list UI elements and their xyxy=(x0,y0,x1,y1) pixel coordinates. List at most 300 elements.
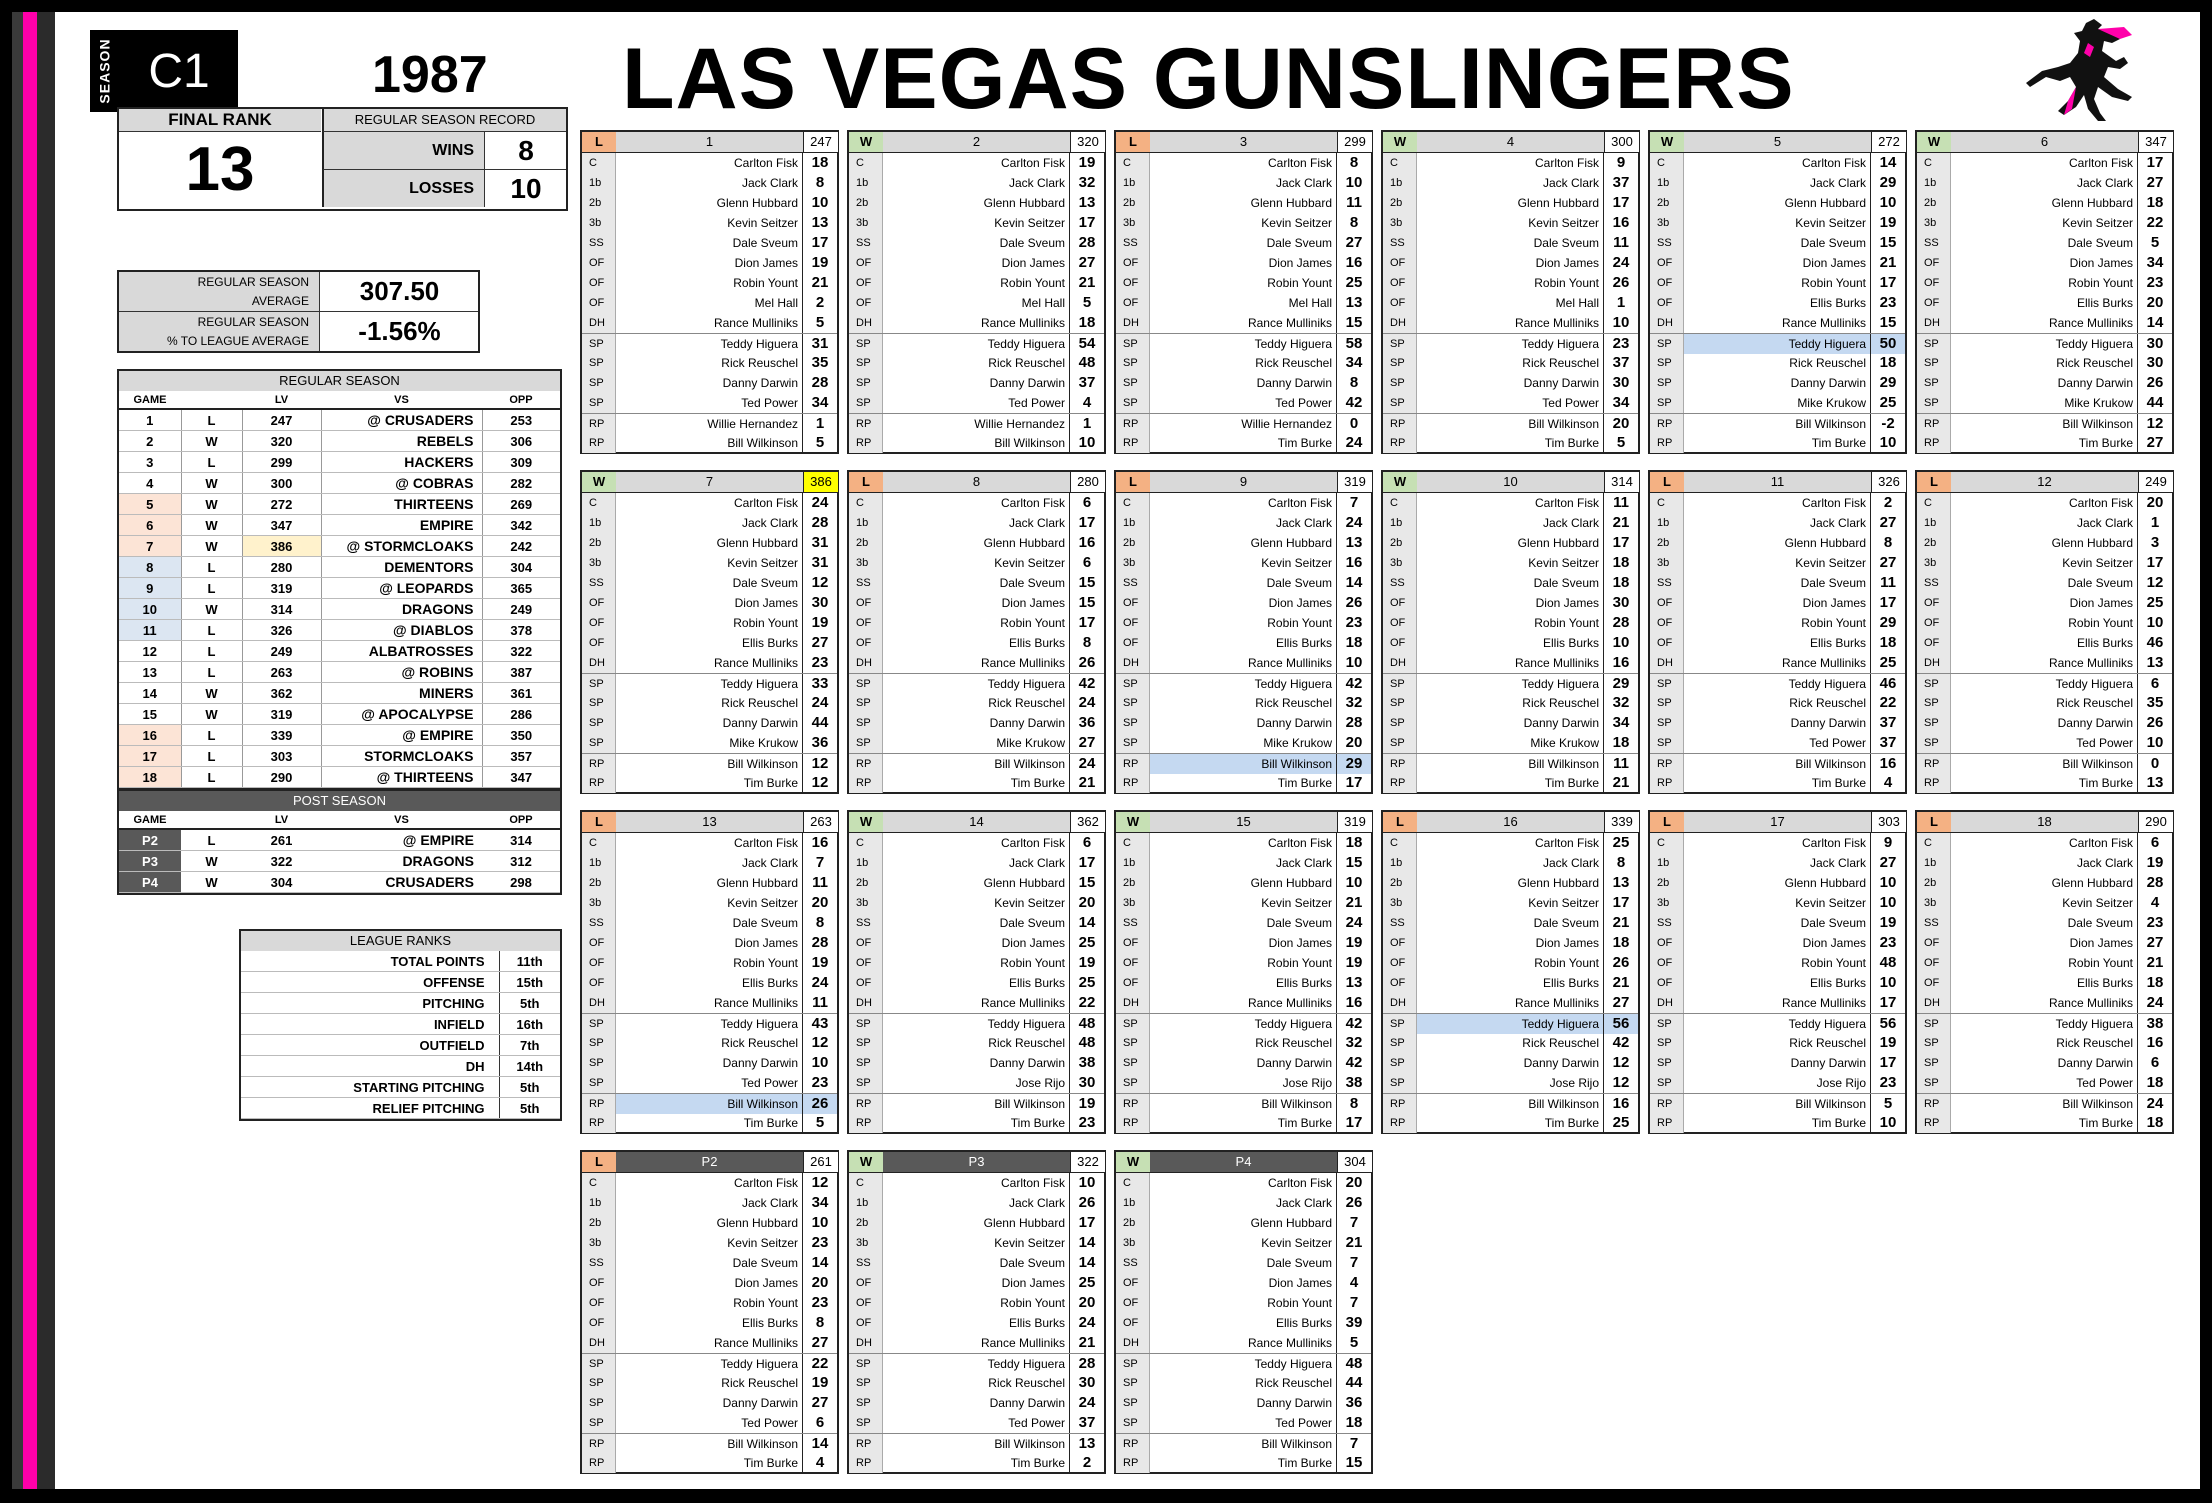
game-card xyxy=(1648,810,1907,1134)
player-points: 13 xyxy=(2146,774,2164,791)
player-position: RP xyxy=(1116,773,1150,793)
player-name: Bill Wilkinson xyxy=(616,1094,803,1114)
player-name: Bill Wilkinson xyxy=(1150,754,1337,774)
player-name: Kevin Seitzer xyxy=(1150,213,1337,233)
losses-value: 10 xyxy=(484,170,567,207)
player-row xyxy=(1917,653,2172,673)
player-row xyxy=(849,693,1104,713)
player-row xyxy=(849,1053,1104,1073)
player-row xyxy=(1917,673,2172,694)
player-row xyxy=(1383,713,1638,733)
player-points: 15 xyxy=(1879,234,1897,251)
player-points: 18 xyxy=(2146,974,2164,991)
player-position: SP xyxy=(1917,1053,1951,1073)
player-name: Dion James xyxy=(1417,253,1604,273)
opponent: THIRTEENS xyxy=(321,494,482,515)
player-row xyxy=(849,433,1104,453)
player-name: Teddy Higuera xyxy=(616,674,803,694)
player-row xyxy=(582,673,837,694)
player-points: 19 xyxy=(1078,1095,1096,1112)
player-position: 2b xyxy=(849,533,883,553)
player-row xyxy=(849,553,1104,573)
player-row xyxy=(582,753,837,774)
player-points: 36 xyxy=(1078,714,1096,731)
game-result-badge: L xyxy=(582,812,616,832)
game-result-badge: W xyxy=(1116,1152,1150,1172)
player-name: Mike Krukow xyxy=(883,733,1070,753)
player-position: OF xyxy=(582,253,616,273)
game-result-badge: L xyxy=(1917,472,1951,492)
player-position: OF xyxy=(1650,273,1684,293)
player-position: SP xyxy=(849,713,883,733)
player-points: 7 xyxy=(1349,1435,1359,1452)
player-name: Rick Reuschel xyxy=(616,353,803,373)
game-card xyxy=(580,470,839,794)
player-position: SP xyxy=(1650,693,1684,713)
final-rank-label: FINAL RANK xyxy=(119,109,321,132)
player-row xyxy=(849,653,1104,673)
player-points: 28 xyxy=(2146,874,2164,891)
player-points: 16 xyxy=(1612,1095,1630,1112)
player-row xyxy=(1650,1013,1905,1034)
player-points: 16 xyxy=(1612,214,1630,231)
lv-score: 299 xyxy=(242,452,321,473)
player-name: Jack Clark xyxy=(616,853,803,873)
player-name: Kevin Seitzer xyxy=(1951,893,2138,913)
table-row xyxy=(119,872,560,893)
player-name: Danny Darwin xyxy=(1417,1053,1604,1073)
game-result: L xyxy=(181,557,242,578)
regular-season-title: REGULAR SEASON xyxy=(119,371,560,391)
player-row xyxy=(1917,913,2172,933)
player-points: 46 xyxy=(2146,634,2164,651)
game-result-badge: L xyxy=(1116,132,1150,152)
player-points: 26 xyxy=(1345,594,1363,611)
player-name: Rick Reuschel xyxy=(1951,693,2138,713)
player-position: RP xyxy=(1383,414,1417,434)
player-name: Bill Wilkinson xyxy=(883,1094,1070,1114)
player-name: Glenn Hubbard xyxy=(1150,873,1337,893)
player-row xyxy=(1116,993,1371,1013)
pct-label-2: % TO LEAGUE AVERAGE xyxy=(166,333,309,348)
player-row xyxy=(1383,753,1638,774)
player-points: 19 xyxy=(2146,854,2164,871)
player-position: SP xyxy=(849,353,883,373)
player-row xyxy=(1383,193,1638,213)
player-name: Tim Burke xyxy=(883,1113,1070,1133)
player-row xyxy=(1116,1253,1371,1273)
player-points: 26 xyxy=(2146,374,2164,391)
player-points: 23 xyxy=(1879,1074,1897,1091)
player-points: 25 xyxy=(1612,1114,1630,1131)
player-name: Teddy Higuera xyxy=(1417,1014,1604,1034)
player-points: 12 xyxy=(2146,415,2164,432)
player-row xyxy=(1917,973,2172,993)
lv-score: 280 xyxy=(242,557,321,578)
player-points: 6 xyxy=(2150,1054,2160,1071)
player-points: 5 xyxy=(1616,434,1626,451)
player-position: RP xyxy=(1116,1434,1150,1454)
opponent: EMPIRE xyxy=(321,515,482,536)
game-score: 362 xyxy=(1070,812,1105,832)
player-row xyxy=(1116,1093,1371,1114)
regular-season-header: GAME LV VS OPP xyxy=(119,391,560,409)
player-row xyxy=(1650,753,1905,774)
game-score: 339 xyxy=(1604,812,1639,832)
player-name: Ted Power xyxy=(616,393,803,413)
player-row xyxy=(1917,1113,2172,1133)
player-position: 3b xyxy=(1650,553,1684,573)
player-name: Tim Burke xyxy=(1150,433,1337,453)
player-row xyxy=(1383,1113,1638,1133)
game-score: 319 xyxy=(1337,812,1372,832)
player-name: Ted Power xyxy=(616,1073,803,1093)
opponent: CRUSADERS xyxy=(321,872,482,893)
player-points: 24 xyxy=(1345,914,1363,931)
player-row xyxy=(1116,1213,1371,1233)
rank-value: 14th xyxy=(499,1056,560,1077)
player-row xyxy=(1383,773,1638,793)
player-points: 6 xyxy=(1082,494,1092,511)
game-card xyxy=(847,810,1106,1134)
player-position: SP xyxy=(1116,1354,1150,1374)
player-name: Robin Yount xyxy=(1417,613,1604,633)
player-points: 42 xyxy=(1345,675,1363,692)
player-row xyxy=(1116,193,1371,213)
player-position: DH xyxy=(849,993,883,1013)
player-name: Dion James xyxy=(1417,933,1604,953)
player-position: SS xyxy=(1116,233,1150,253)
player-name: Carlton Fisk xyxy=(616,1173,803,1193)
player-name: Rance Mulliniks xyxy=(883,313,1070,333)
player-position: OF xyxy=(1917,253,1951,273)
player-name: Rance Mulliniks xyxy=(1951,993,2138,1013)
player-position: DH xyxy=(582,313,616,333)
player-position: C xyxy=(1116,153,1150,173)
player-position: SP xyxy=(1383,693,1417,713)
player-points: 18 xyxy=(1612,574,1630,591)
game-number: 1 xyxy=(705,134,714,149)
player-name: Jack Clark xyxy=(1951,853,2138,873)
player-name: Danny Darwin xyxy=(883,1053,1070,1073)
player-name: Dion James xyxy=(616,1273,803,1293)
player-row xyxy=(1383,1073,1638,1093)
game-score: 300 xyxy=(1604,132,1639,152)
player-row xyxy=(1116,693,1371,713)
player-points: 21 xyxy=(1612,774,1630,791)
player-name: Carlton Fisk xyxy=(883,1173,1070,1193)
table-row xyxy=(119,767,560,788)
player-points: 13 xyxy=(1345,974,1363,991)
player-name: Dion James xyxy=(616,253,803,273)
player-name: Teddy Higuera xyxy=(883,334,1070,354)
player-row xyxy=(1383,173,1638,193)
player-name: Dion James xyxy=(883,253,1070,273)
player-name: Ellis Burks xyxy=(1684,633,1871,653)
player-position: RP xyxy=(582,1434,616,1454)
player-position: SP xyxy=(1383,1073,1417,1093)
player-points: 25 xyxy=(1612,834,1630,851)
game-result-badge: W xyxy=(582,472,616,492)
player-row xyxy=(1650,393,1905,413)
player-name: Jack Clark xyxy=(883,1193,1070,1213)
player-name: Dale Sveum xyxy=(1150,913,1337,933)
player-name: Ted Power xyxy=(1417,393,1604,413)
player-position: RP xyxy=(1917,433,1951,453)
player-row xyxy=(1116,593,1371,613)
player-position: SP xyxy=(582,393,616,413)
player-name: Robin Yount xyxy=(883,1293,1070,1313)
player-row xyxy=(582,1273,837,1293)
player-position: OF xyxy=(1116,933,1150,953)
player-points: 28 xyxy=(811,514,829,531)
player-name: Carlton Fisk xyxy=(1417,153,1604,173)
player-position: SS xyxy=(1917,913,1951,933)
game-number: 18 xyxy=(119,767,181,788)
lv-score: 322 xyxy=(242,851,321,872)
player-row xyxy=(1383,913,1638,933)
player-row xyxy=(1917,313,2172,333)
player-points: 11 xyxy=(1346,194,1362,211)
opponent: @ EMPIRE xyxy=(321,829,482,851)
player-position: SP xyxy=(1116,733,1150,753)
rank-category: DH xyxy=(241,1056,499,1077)
game-score: 347 xyxy=(2138,132,2173,152)
opp-score: 249 xyxy=(482,599,560,620)
rank-category: OFFENSE xyxy=(241,972,499,993)
player-name: Willie Hernandez xyxy=(883,414,1070,434)
game-score: 280 xyxy=(1070,472,1105,492)
player-row xyxy=(1116,373,1371,393)
player-position: SP xyxy=(1650,334,1684,354)
player-name: Rance Mulliniks xyxy=(1684,313,1871,333)
player-name: Carlton Fisk xyxy=(1150,833,1337,853)
player-row xyxy=(582,1213,837,1233)
player-points: 16 xyxy=(1345,254,1363,271)
lv-score: 347 xyxy=(242,515,321,536)
player-row xyxy=(1383,433,1638,453)
game-card xyxy=(1915,810,2174,1134)
player-points: 13 xyxy=(1078,194,1096,211)
game-number: 8 xyxy=(119,557,181,578)
player-name: Mike Krukow xyxy=(1150,733,1337,753)
player-points: 20 xyxy=(1078,1294,1096,1311)
player-row xyxy=(582,713,837,733)
player-position: SP xyxy=(1917,334,1951,354)
player-position: OF xyxy=(1116,273,1150,293)
player-points: 21 xyxy=(1078,1334,1096,1351)
player-position: OF xyxy=(1650,633,1684,653)
player-row xyxy=(1116,753,1371,774)
player-points: 24 xyxy=(1612,254,1630,271)
player-row xyxy=(1917,353,2172,373)
player-points: 23 xyxy=(811,1074,829,1091)
player-position: 3b xyxy=(1116,1233,1150,1253)
player-row xyxy=(1650,173,1905,193)
player-name: Rance Mulliniks xyxy=(616,653,803,673)
player-row xyxy=(849,533,1104,553)
player-position: 1b xyxy=(1383,173,1417,193)
player-name: Teddy Higuera xyxy=(1684,674,1871,694)
lv-score: 304 xyxy=(242,872,321,893)
player-position: SP xyxy=(1116,674,1150,694)
player-row xyxy=(1116,713,1371,733)
lv-score: 362 xyxy=(242,683,321,704)
player-name: Bill Wilkinson xyxy=(1150,1094,1337,1114)
player-position: SP xyxy=(1116,1033,1150,1053)
player-position: SP xyxy=(1383,334,1417,354)
player-row xyxy=(1917,213,2172,233)
player-row xyxy=(1917,1033,2172,1053)
player-row xyxy=(849,1113,1104,1133)
player-row xyxy=(1917,1013,2172,1034)
game-number: 15 xyxy=(119,704,181,725)
player-name: Teddy Higuera xyxy=(883,1014,1070,1034)
player-points: 26 xyxy=(2146,714,2164,731)
player-row xyxy=(1650,273,1905,293)
player-name: Teddy Higuera xyxy=(1951,674,2138,694)
game-number: 9 xyxy=(1239,474,1248,489)
player-row xyxy=(582,1253,837,1273)
player-name: Bill Wilkinson xyxy=(616,1434,803,1454)
player-points: 38 xyxy=(1078,1054,1096,1071)
game-score: 263 xyxy=(803,812,838,832)
player-row xyxy=(1650,873,1905,893)
player-position: 3b xyxy=(1650,213,1684,233)
player-row xyxy=(849,273,1104,293)
player-position: DH xyxy=(1116,313,1150,333)
player-name: Tim Burke xyxy=(616,1113,803,1133)
player-row xyxy=(582,1393,837,1413)
player-points: 28 xyxy=(1078,234,1096,251)
player-position: RP xyxy=(1116,1113,1150,1133)
player-position: SS xyxy=(849,1253,883,1273)
player-row xyxy=(1650,1113,1905,1133)
table-row xyxy=(119,620,560,641)
player-position: SP xyxy=(1116,1373,1150,1393)
player-position: SP xyxy=(849,693,883,713)
player-row xyxy=(582,233,837,253)
player-position: RP xyxy=(1650,754,1684,774)
player-points: 25 xyxy=(1078,974,1096,991)
player-row xyxy=(1650,493,1905,513)
player-points: 20 xyxy=(1612,415,1630,432)
player-points: 8 xyxy=(1616,854,1626,871)
player-points: 1 xyxy=(815,415,825,432)
player-row xyxy=(582,1353,837,1374)
opp-score: 304 xyxy=(482,557,560,578)
post-season-table xyxy=(117,789,562,895)
player-row xyxy=(582,1173,837,1193)
player-position: SP xyxy=(849,1413,883,1433)
player-row xyxy=(849,713,1104,733)
player-row xyxy=(1917,993,2172,1013)
player-name: Willie Hernandez xyxy=(1150,414,1337,434)
game-number: P3 xyxy=(968,1154,985,1169)
player-position: SP xyxy=(582,334,616,354)
player-points: 23 xyxy=(2146,914,2164,931)
player-row xyxy=(1383,633,1638,653)
opponent: DEMENTORS xyxy=(321,557,482,578)
player-position: RP xyxy=(1383,773,1417,793)
player-points: 12 xyxy=(2146,574,2164,591)
player-position: OF xyxy=(849,633,883,653)
player-row xyxy=(849,253,1104,273)
player-points: 28 xyxy=(811,374,829,391)
player-row xyxy=(1917,1073,2172,1093)
player-name: Tim Burke xyxy=(1150,1113,1337,1133)
losses-label: LOSSES xyxy=(324,170,484,207)
player-name: Jack Clark xyxy=(1684,853,1871,873)
player-points: 19 xyxy=(1345,934,1363,951)
player-row xyxy=(849,833,1104,853)
lv-score: 339 xyxy=(242,725,321,746)
player-position: 1b xyxy=(1917,173,1951,193)
year-label: 1987 xyxy=(372,46,488,104)
player-position: OF xyxy=(582,973,616,993)
player-position: DH xyxy=(1917,993,1951,1013)
rank-category: STARTING PITCHING xyxy=(241,1077,499,1098)
player-row xyxy=(1383,673,1638,694)
player-name: Mel Hall xyxy=(883,293,1070,313)
player-name: Ted Power xyxy=(1150,393,1337,413)
player-name: Glenn Hubbard xyxy=(616,1213,803,1233)
player-points: 19 xyxy=(1078,154,1096,171)
player-position: SP xyxy=(1917,393,1951,413)
player-name: Robin Yount xyxy=(1150,273,1337,293)
table-row xyxy=(119,746,560,767)
player-points: 18 xyxy=(1612,734,1630,751)
player-position: 3b xyxy=(849,553,883,573)
opp-score: 314 xyxy=(482,829,560,851)
player-row xyxy=(1383,533,1638,553)
player-name: Tim Burke xyxy=(1684,433,1871,453)
game-card-header xyxy=(1650,132,1905,153)
player-position: SP xyxy=(849,1354,883,1374)
player-row xyxy=(1116,933,1371,953)
player-row xyxy=(1650,1053,1905,1073)
player-points: 38 xyxy=(2146,1015,2164,1032)
rank-row xyxy=(241,1056,560,1077)
player-row xyxy=(1650,973,1905,993)
player-name: Kevin Seitzer xyxy=(616,893,803,913)
player-position: OF xyxy=(1650,293,1684,313)
player-name: Glenn Hubbard xyxy=(1150,1213,1337,1233)
player-position: SS xyxy=(1116,1253,1150,1273)
player-points: 16 xyxy=(1879,755,1897,772)
player-points: 12 xyxy=(811,1034,829,1051)
player-points: 18 xyxy=(2146,1114,2164,1131)
player-points: 29 xyxy=(1879,174,1897,191)
player-position: SP xyxy=(1650,1053,1684,1073)
player-row xyxy=(1917,393,2172,413)
player-position: SS xyxy=(1383,913,1417,933)
player-position: OF xyxy=(582,1273,616,1293)
player-position: RP xyxy=(849,754,883,774)
player-position: SP xyxy=(849,1033,883,1053)
player-name: Jack Clark xyxy=(883,853,1070,873)
player-name: Dion James xyxy=(1684,253,1871,273)
player-row xyxy=(849,1173,1104,1193)
game-score: 272 xyxy=(1871,132,1906,152)
player-points: 23 xyxy=(1078,1114,1096,1131)
game-result-badge: W xyxy=(1917,132,1951,152)
player-name: Carlton Fisk xyxy=(1684,833,1871,853)
player-name: Bill Wilkinson xyxy=(1951,754,2138,774)
player-position: RP xyxy=(582,773,616,793)
player-row xyxy=(1116,1173,1371,1193)
player-position: OF xyxy=(1917,933,1951,953)
